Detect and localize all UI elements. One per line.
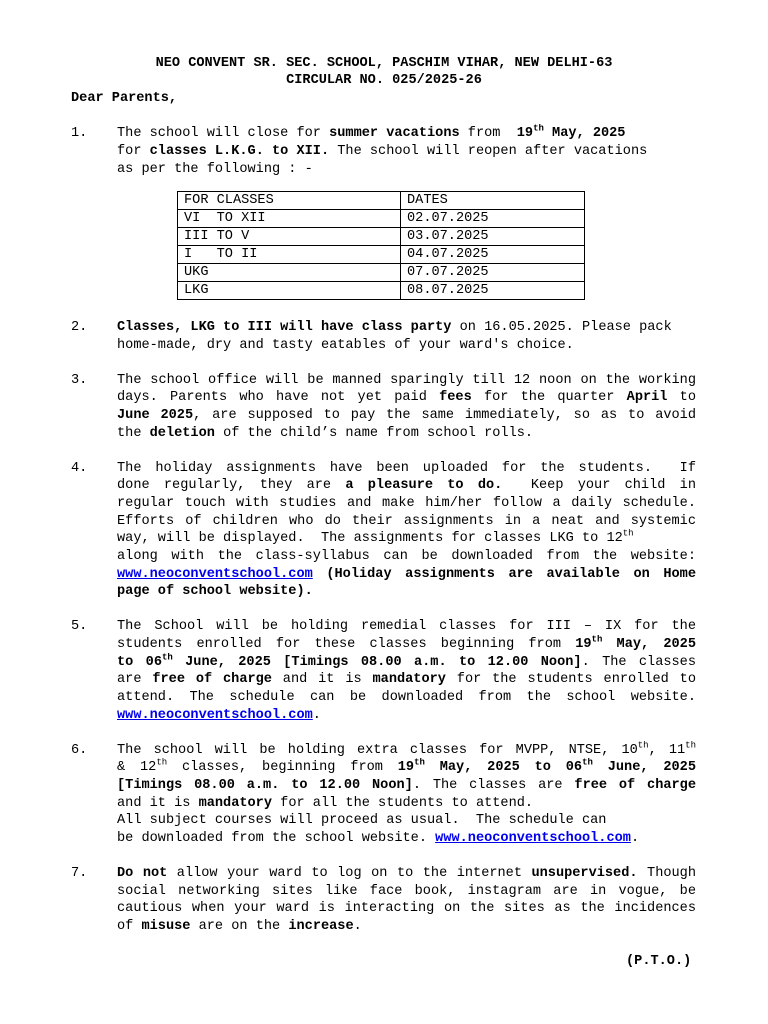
table-cell-date: 04.07.2025 (401, 246, 585, 264)
point-2-number: 2. (71, 320, 88, 335)
point-7-line-3: cautious when your ward is interacting on the sites as the incidences (117, 901, 696, 916)
point-5-line-4: are free of charge and it is mandatory for the students enrolled to (117, 672, 696, 687)
point-5-line-2: students enrolled for these classes beginning from 19th May, 2025 (117, 634, 696, 652)
point-7-line-2: social networking sites like face book, instagram are in vogue, be (117, 884, 696, 899)
point-3-line-4: the deletion of the child’s name from school rolls. (117, 426, 534, 441)
school-website-link[interactable]: www.neoconventschool.com (117, 708, 313, 723)
point-1-number: 1. (71, 126, 88, 141)
point-6-line-3: [Timings 08.00 a.m. to 12.00 Noon]. The classes are free of charge (117, 778, 696, 793)
table-row (178, 264, 585, 282)
point-5-line-6: www.neoconventschool.com. (117, 708, 321, 723)
point-6-line-1: The school will be holding extra classes for MVPP, NTSE, 10th, 11th (117, 740, 696, 758)
point-1-line-3: as per the following : - (117, 162, 313, 177)
point-3-line-1: The school office will be manned sparingly till 12 noon on the working (117, 373, 696, 388)
circular-number-heading: CIRCULAR NO. 025/2025-26 (286, 73, 482, 88)
point-7-number: 7. (71, 866, 88, 881)
table-header-classes: FOR CLASSES (178, 192, 401, 210)
point-6-number: 6. (71, 743, 88, 758)
point-5-line-5: attend. The schedule can be downloaded from the school website. (117, 690, 696, 705)
point-4-line-5: way, will be displayed. The assignments for classes LKG to 12th (117, 528, 634, 546)
table-cell-date: 02.07.2025 (401, 210, 585, 228)
point-4-line-6: along with the class-syllabus can be downloaded from the website: (117, 549, 696, 564)
point-4-line-1: The holiday assignments have been uploaded for the students. If (117, 461, 696, 476)
school-name-heading: NEO CONVENT SR. SEC. SCHOOL, PASCHIM VIHAR, NEW DELHI-63 (155, 56, 613, 71)
table-cell-date: 03.07.2025 (401, 228, 585, 246)
point-6-line-5: All subject courses will proceed as usual. The schedule can (117, 813, 607, 828)
point-3-line-3: June 2025, are supposed to pay the same immediately, so as to avoid (117, 408, 696, 423)
table-cell-classes: I TO II (178, 246, 401, 264)
table-row (178, 282, 585, 300)
table-header-row (178, 192, 585, 210)
table-row (178, 246, 585, 264)
table-cell-date: 08.07.2025 (401, 282, 585, 300)
point-4-line-3: regular touch with studies and make him/her follow a daily schedule. (117, 496, 696, 511)
table-cell-classes: UKG (178, 264, 401, 282)
pto-note: (P.T.O.) (626, 954, 692, 969)
point-6-line-4: and it is mandatory for all the students to attend. (117, 796, 534, 811)
table-cell-classes: VI TO XII (178, 210, 401, 228)
school-website-link[interactable]: www.neoconventschool.com (117, 567, 313, 582)
table-header-dates: DATES (401, 192, 585, 210)
point-7-line-4: of misuse are on the increase. (117, 919, 362, 934)
point-1-line-2: for classes L.K.G. to XII. The school will reopen after vacations (117, 144, 648, 159)
point-4-line-2: done regularly, they are a pleasure to do. Keep your child in (117, 478, 696, 493)
point-5-number: 5. (71, 619, 88, 634)
reopening-schedule-table (177, 191, 585, 300)
salutation: Dear Parents, (71, 91, 178, 106)
point-1-line-1: The school will close for summer vacations from 19th May, 2025 (117, 123, 626, 141)
point-4-line-4: Efforts of children who do their assignments in a neat and systemic (117, 514, 696, 529)
point-5-line-1: The School will be holding remedial classes for III – IX for the (117, 619, 696, 634)
point-3-line-2: days. Parents who have not yet paid fees for the quarter April to (117, 390, 696, 405)
table-cell-classes: III TO V (178, 228, 401, 246)
point-4-line-7: www.neoconventschool.com (Holiday assignments are available on Home (117, 567, 696, 582)
point-3-number: 3. (71, 373, 88, 388)
table-row (178, 210, 585, 228)
point-2-line-1: Classes, LKG to III will have class party on 16.05.2025. Please pack (117, 320, 672, 335)
table-cell-classes: LKG (178, 282, 401, 300)
point-5-line-3: to 06th June, 2025 [Timings 08.00 a.m. to 12.00 Noon]. The classes (117, 652, 696, 670)
point-7-line-1: Do not allow your ward to log on to the internet unsupervised. Though (117, 866, 696, 881)
school-website-link[interactable]: www.neoconventschool.com (435, 831, 631, 846)
point-4-number: 4. (71, 461, 88, 476)
table-cell-date: 07.07.2025 (401, 264, 585, 282)
point-4-line-8: page of school website). (117, 584, 313, 599)
point-6-line-2: & 12th classes, beginning from 19th May, 2025 to 06th June, 2025 (117, 757, 696, 775)
point-2-line-2: home-made, dry and tasty eatables of your ward's choice. (117, 338, 574, 353)
point-6-line-6: be downloaded from the school website. www.neoconventschool.com. (117, 831, 640, 846)
table-row (178, 228, 585, 246)
